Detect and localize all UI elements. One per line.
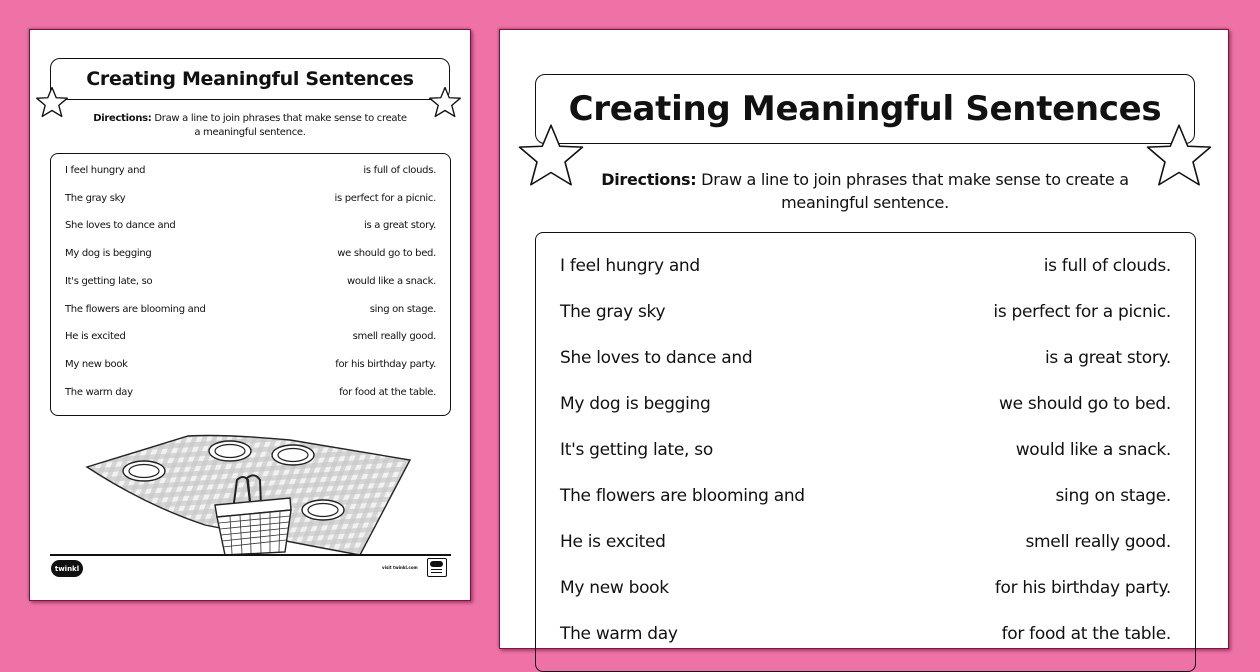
phrase-row [51, 304, 450, 315]
directions [595, 168, 1135, 214]
phrase-row [536, 624, 1195, 644]
phrase-end: we should go to bed. [337, 248, 436, 259]
phrase-start: She loves to dance and [65, 220, 176, 231]
phrase-start: He is excited [65, 331, 126, 342]
phrase-start: My dog is begging [65, 248, 152, 259]
phrase-end: for his birthday party. [994, 578, 1171, 598]
phrase-end: for food at the table. [1001, 624, 1171, 644]
phrase-row [51, 193, 450, 204]
visit-link: visit twinkl.com [382, 565, 418, 570]
phrase-start: She loves to dance and [560, 348, 753, 368]
phrase-start: It's getting late, so [560, 440, 713, 460]
phrase-row [51, 220, 450, 231]
phrase-row [536, 440, 1195, 460]
badge-icon [427, 558, 447, 577]
phrase-row [51, 248, 450, 259]
phrase-end: would like a snack. [1015, 440, 1171, 460]
title-banner [535, 74, 1195, 144]
picnic-illustration [85, 430, 415, 555]
footer-divider [50, 554, 451, 556]
directions-label: Directions: [601, 170, 697, 189]
worksheet-title: Creating Meaningful Sentences [86, 68, 414, 90]
phrase-row [536, 394, 1195, 414]
directions [90, 112, 410, 140]
phrase-start: My new book [560, 578, 669, 598]
twinkl-logo [51, 560, 83, 577]
phrase-start: My dog is begging [560, 394, 711, 414]
phrase-end: we should go to bed. [998, 394, 1171, 414]
phrase-row [51, 359, 450, 370]
phrase-start: I feel hungry and [560, 256, 700, 276]
phrase-start: The gray sky [560, 302, 666, 322]
phrase-end: smell really good. [1025, 532, 1171, 552]
phrase-start: It's getting late, so [65, 276, 153, 287]
phrase-end: is full of clouds. [363, 165, 436, 176]
phrase-row [536, 348, 1195, 368]
phrase-start: I feel hungry and [65, 165, 146, 176]
phrase-end: is a great story. [1044, 348, 1171, 368]
worksheet-title: Creating Meaningful Sentences [568, 89, 1162, 129]
phrase-box [50, 153, 451, 416]
phrase-row [536, 532, 1195, 552]
phrase-row [51, 165, 450, 176]
star-icon [516, 120, 586, 190]
phrase-start: My new book [65, 359, 128, 370]
worksheet-thumbnail-page [29, 29, 471, 601]
phrase-row [51, 276, 450, 287]
phrase-end: for his birthday party. [335, 359, 436, 370]
phrase-end: for food at the table. [339, 387, 436, 398]
phrase-row [51, 387, 450, 398]
phrase-end: is a great story. [363, 220, 436, 231]
phrase-row [536, 578, 1195, 598]
phrase-row [536, 256, 1195, 276]
phrase-end: is full of clouds. [1043, 256, 1171, 276]
title-banner [50, 58, 450, 100]
phrase-start: The warm day [560, 624, 678, 644]
star-icon [1144, 120, 1214, 190]
logo-text: twinkl [54, 564, 80, 573]
star-icon [35, 85, 69, 119]
phrase-end: smell really good. [352, 331, 436, 342]
worksheet-enlarged-page [499, 29, 1229, 649]
phrase-end: sing on stage. [369, 304, 436, 315]
phrase-row [536, 486, 1195, 506]
phrase-start: He is excited [560, 532, 666, 552]
phrase-start: The flowers are blooming and [65, 304, 206, 315]
directions-label: Directions: [93, 113, 152, 124]
phrase-row [536, 302, 1195, 322]
directions-text: Draw a line to join phrases that make sense to create a meaningful sentence. [151, 113, 407, 138]
phrase-end: is perfect for a picnic. [334, 193, 436, 204]
phrase-end: sing on stage. [1055, 486, 1171, 506]
phrase-box [535, 232, 1196, 672]
directions-text: Draw a line to join phrases that make sense to create a meaningful sentence. [696, 170, 1129, 212]
phrase-start: The gray sky [65, 193, 126, 204]
phrase-end: is perfect for a picnic. [993, 302, 1171, 322]
phrase-row [51, 331, 450, 342]
phrase-start: The flowers are blooming and [560, 486, 805, 506]
phrase-start: The warm day [65, 387, 133, 398]
star-icon [428, 85, 462, 119]
phrase-end: would like a snack. [346, 276, 436, 287]
